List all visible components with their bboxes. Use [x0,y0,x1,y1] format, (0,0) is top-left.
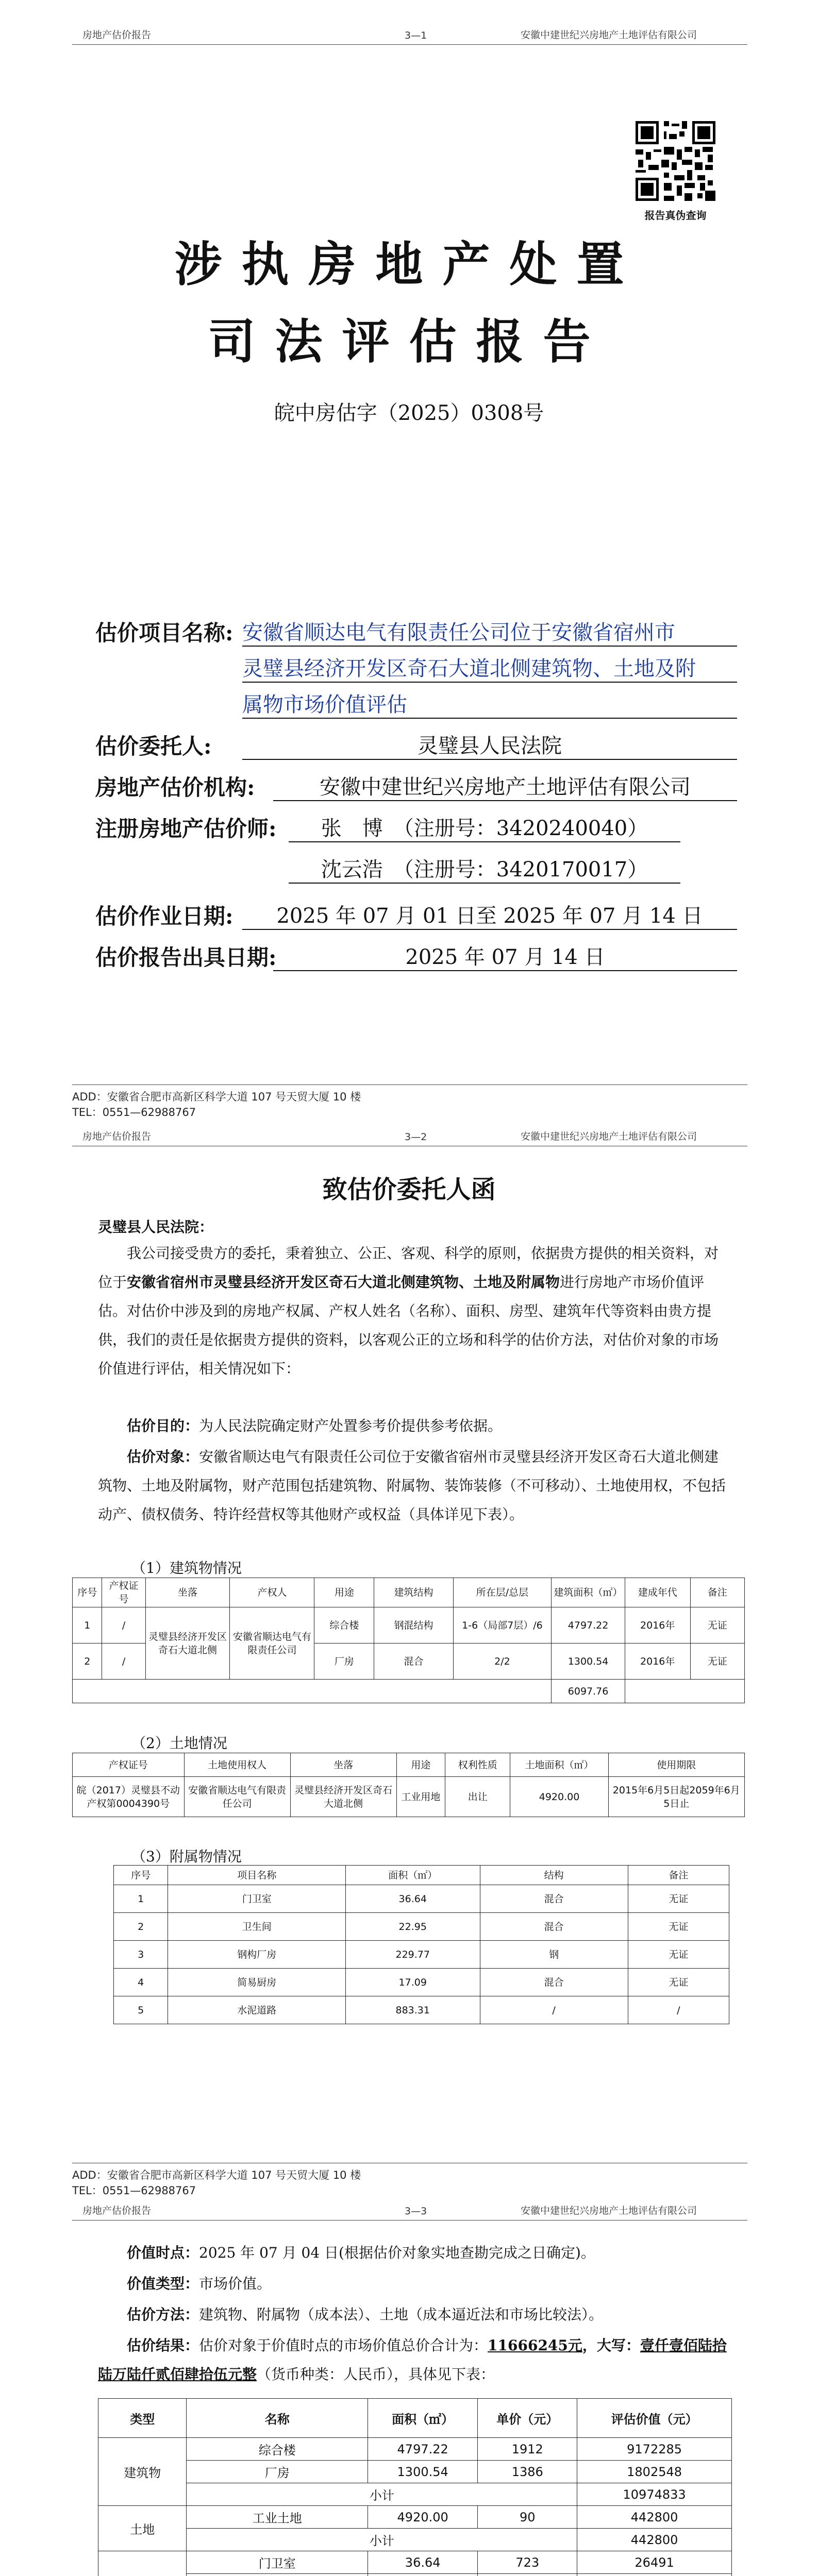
table-row [114,1996,729,2024]
issue-date: 2025 年 07 月 14 日 [273,941,737,971]
cell: 钢 [480,1941,628,1969]
appraiser-2: 沈云浩 （注册号：3420170017） [289,853,680,884]
issue-label: 估价报告出具日期: [95,945,277,970]
cell-location: 灵璧县经济开发区奇石大道北侧 [145,1607,230,1680]
result-line [98,2331,732,2389]
cell: 工业土地 [187,2506,368,2529]
cell: 4797.22 [368,2438,478,2461]
result-label: 估价结果： [127,2337,199,2354]
cell: 综合楼 [314,1607,374,1643]
object-label: 估价对象： [127,1448,199,1465]
cell: 出让 [445,1777,510,1817]
table-row [98,2506,732,2529]
header-page-number: 3—3 [405,2206,427,2217]
cell: 3 [114,1941,168,1969]
t2-header: 用途 [396,1753,445,1777]
cell [478,2574,577,2576]
cell: 1300.54 [368,2461,478,2483]
page-header [72,2202,747,2221]
cell: 水泥道路 [168,1996,346,2024]
table-row [114,1885,729,1913]
table-row [98,2438,732,2461]
cell: 厂房 [314,1643,374,1680]
cell: 简易厨房 [168,1969,346,1996]
cell-owner: 安徽省顺达电气有限责任公司 [230,1607,314,1680]
cell [625,1680,744,1703]
footer-tel: TEL：0551—62988767 [72,2184,196,2197]
cell: 36.64 [345,1885,480,1913]
purpose-paragraph [98,1412,732,1440]
t3-header: 项目名称 [168,1866,346,1885]
cell: 4797.22 [552,1607,625,1643]
cell: 2016年 [625,1607,690,1643]
t1-header: 产权人 [230,1578,314,1607]
cell: 混合 [374,1643,453,1680]
p1-subject: 安徽省宿州市灵璧县经济开发区奇石大道北侧建筑物、土地及附属物 [127,1274,560,1291]
cell: 442800 [577,2506,732,2529]
value-date-text: 2025 年 07 月 04 日(根据估价对象实地查勘完成之日确定)。 [199,2244,595,2261]
value-date-label: 价值时点： [127,2244,199,2261]
cell: / [102,1607,145,1643]
t2-header: 土地面积（㎡） [510,1753,608,1777]
table-row [73,1607,745,1643]
p1-text-c: 进行房地产市场价值评估。对估价中涉及到的房地产权属、产权人姓名（名称）、面积、房型、建筑年代等资料由贵方提供，我们的责任是依据贵方提供的资料，以客观公正的立场和科学的估价方法，对估价对象的市场价值进行评估，相关情况如下： [98,1274,719,1377]
t1-header: 产权证号 [102,1578,145,1607]
cell [577,2574,732,2576]
header-page-number: 3—1 [405,30,427,41]
t1-header: 建成年代 [625,1578,690,1607]
t3-header: 序号 [114,1866,168,1885]
result-amount-words: 壹仟壹佰陆拾陆万陆仟贰佰肆拾伍元整 [98,2337,727,2383]
qr-code-icon[interactable] [633,118,718,204]
cell: 无证 [628,1969,729,1996]
cell: 1386 [478,2461,577,2483]
value-date-line [98,2239,732,2267]
t4-header: 单价（元） [478,2399,577,2438]
cell: 门卫室 [187,2551,368,2574]
salutation: 灵璧县人民法院： [98,1218,214,1235]
header-page-number: 3—2 [405,1131,427,1143]
cell: 混合 [480,1913,628,1941]
cell: 工业用地 [396,1777,445,1817]
cell: 1912 [478,2438,577,2461]
t3-header: 备注 [628,1866,729,1885]
cell: 2 [114,1913,168,1941]
cell: 灵璧县经济开发区奇石大道北侧 [290,1777,396,1817]
cell: 22.95 [345,1913,480,1941]
t1-header: 用途 [314,1578,374,1607]
cell: 723 [478,2551,577,2574]
cell: 36.64 [368,2551,478,2574]
letter-title: 致估价委托人函 [322,1175,496,1204]
object-paragraph [98,1443,732,1529]
t3-header: 结构 [480,1866,628,1885]
cell: 26491 [577,2551,732,2574]
page-footer [72,2163,747,2198]
cell [368,2574,478,2576]
value-type-line [98,2269,732,2298]
report-title-line1: 涉执房地产处置 [174,236,644,292]
purpose-label: 估价目的： [127,1417,199,1434]
cell: 5 [114,1996,168,2024]
buildings-table [72,1578,745,1703]
cell: 皖（2017）灵璧县不动产权第0004390号 [73,1777,185,1817]
cell: 钢构厂房 [168,1941,346,1969]
project-label: 估价项目名称: [95,620,233,646]
subtotal-value: 10974833 [577,2483,732,2506]
agency-label: 房地产估价机构: [95,775,255,800]
t4-header: 名称 [187,2399,368,2438]
method-label: 估价方法： [127,2306,199,2323]
cell: 无证 [690,1643,744,1680]
land-table [72,1753,745,1817]
value-type-label: 价值类型： [127,2275,199,2292]
cell: 1300.54 [552,1643,625,1680]
cell: 无证 [690,1607,744,1643]
cell: 1 [114,1885,168,1913]
p1-text-a: 我公司接受贵方的委托，秉着独立、公正、客观、科学的原则，依据贵方提供的相关资料，对位于 [98,1245,719,1291]
result-text-c: （货币种类：人民币），具体见下表： [257,2366,495,2383]
type-attachment [98,2551,187,2576]
cell: 2015年6月5日起2059年6月5日止 [608,1777,744,1817]
cell: 无证 [628,1885,729,1913]
purpose-text: 为人民法院确定财产处置参考价提供参考依据。 [199,1417,503,1434]
table-row-subtotal [98,2529,732,2551]
cell [73,1680,552,1703]
header-company: 安徽中建世纪兴房地产土地评估有限公司 [521,2205,697,2216]
cell: 229.77 [345,1941,480,1969]
result-text-b: ，大写： [582,2337,640,2354]
subtotal-label: 小计 [187,2529,577,2551]
t2-header: 产权证号 [73,1753,185,1777]
footer-tel: TEL：0551—62988767 [72,1106,196,1118]
footer-address: ADD：安徽省合肥市高新区科学大道 107 号天贸大厦 10 楼 [72,1091,361,1103]
attachments-table [113,1865,729,2024]
cell: / [480,1996,628,2024]
report-number: 皖中房估字（2025）0308号 [274,401,544,425]
cell: 无证 [628,1941,729,1969]
cell: 4 [114,1969,168,1996]
type-building: 建筑物 [98,2438,187,2506]
table-row [114,1969,729,1996]
project-line1: 安徽省顺达电气有限责任公司位于安徽省宿州市 [242,616,737,647]
cell: 综合楼 [187,2438,368,2461]
letter-paragraph [98,1239,732,1383]
caption-land: （2）土地情况 [131,1735,227,1752]
method-text: 建筑物、附属物（成本法）、土地（成本逼近法和市场比较法）。 [199,2306,604,2323]
cell: 卫生间 [168,1913,346,1941]
t1-header: 所在层/总层 [453,1578,552,1607]
page-header [72,27,747,45]
date-label: 估价作业日期: [95,904,233,929]
table-row [98,2551,732,2574]
footer-address: ADD：安徽省合肥市高新区科学大道 107 号天贸大厦 10 楼 [72,2169,361,2181]
subtotal-value: 442800 [577,2529,732,2551]
value-type-text: 市场价值。 [199,2275,272,2292]
t2-header: 坐落 [290,1753,396,1777]
project-line2: 灵璧县经济开发区奇石大道北侧建筑物、土地及附 [242,652,737,683]
type-land: 土地 [98,2506,187,2551]
cell: 安徽省顺达电气有限责任公司 [184,1777,290,1817]
cell [187,2574,368,2576]
valuation-table [98,2398,732,2576]
cell: 9172285 [577,2438,732,2461]
header-company: 安徽中建世纪兴房地产土地评估有限公司 [521,1131,697,1142]
t1-header: 建筑面积（㎡） [552,1578,625,1607]
t2-header: 使用期限 [608,1753,744,1777]
cell: 1 [73,1607,102,1643]
cell-total: 6097.76 [552,1680,625,1703]
table-row [114,1913,729,1941]
t4-header: 面积（㎡） [368,2399,478,2438]
header-left: 房地产估价报告 [82,2205,152,2216]
cell: / [628,1996,729,2024]
t1-header: 建筑结构 [374,1578,453,1607]
appraiser-1: 张 博 （注册号：3420240040） [289,812,680,842]
cell: 钢混结构 [374,1607,453,1643]
table-row-subtotal [98,2483,732,2506]
report-title-line2: 司法评估报告 [208,314,610,369]
cell: 混合 [480,1969,628,1996]
header-left: 房地产估价报告 [82,1131,152,1142]
table-row-total [73,1680,745,1703]
t2-header: 土地使用权人 [184,1753,290,1777]
page-footer [72,1084,747,1120]
table-row [98,2461,732,2483]
table-row [73,1777,745,1817]
cell: 2016年 [625,1643,690,1680]
work-date: 2025 年 07 月 01 日至 2025 年 07 月 14 日 [242,900,737,930]
table-row [98,2574,732,2576]
cell: 门卫室 [168,1885,346,1913]
qr-caption: 报告真伪查询 [644,209,707,222]
project-line3: 属物市场价值评估 [242,688,737,719]
client-value: 灵璧县人民法院 [242,730,737,760]
page-header [72,1128,747,1146]
result-amount: 11666245元 [488,2337,582,2354]
cell: 17.09 [345,1969,480,1996]
cell: 1-6（局部7层）/6 [453,1607,552,1643]
result-text: 估价对象于价值时点的市场价值总价合计为： [199,2337,488,2354]
agency-value: 安徽中建世纪兴房地产土地评估有限公司 [273,771,737,801]
t1-header: 备注 [690,1578,744,1607]
cell: 1802548 [577,2461,732,2483]
client-label: 估价委托人: [95,734,212,759]
cell: 混合 [480,1885,628,1913]
caption-buildings: （1）建筑物情况 [131,1560,242,1577]
appraiser-label: 注册房地产估价师: [95,816,277,841]
cell: 90 [478,2506,577,2529]
t1-header: 坐落 [145,1578,230,1607]
table-row [114,1941,729,1969]
caption-attachments: （3）附属物情况 [131,1848,242,1865]
cell: 2 [73,1643,102,1680]
t3-header: 面积（㎡） [345,1866,480,1885]
cell: 883.31 [345,1996,480,2024]
t4-header: 评估价值（元） [577,2399,732,2438]
cell: 4920.00 [510,1777,608,1817]
header-left: 房地产估价报告 [82,29,152,41]
cell: 无证 [628,1913,729,1941]
t1-header: 序号 [73,1578,102,1607]
cell: 厂房 [187,2461,368,2483]
t4-header: 类型 [98,2399,187,2438]
t2-header: 权利性质 [445,1753,510,1777]
method-line [98,2300,732,2329]
cell: 4920.00 [368,2506,478,2529]
header-company: 安徽中建世纪兴房地产土地评估有限公司 [521,29,697,41]
subtotal-label: 小计 [187,2483,577,2506]
object-text: 安徽省顺达电气有限责任公司位于安徽省宿州市灵璧县经济开发区奇石大道北侧建筑物、土地及附属物，财产范围包括建筑物、附属物、装饰装修（不可移动）、土地使用权，不包括动产、债权债务、特许经营权等其他财产或权益（具体详见下表）。 [98,1448,726,1523]
cell: 2/2 [453,1643,552,1680]
cell: / [102,1643,145,1680]
